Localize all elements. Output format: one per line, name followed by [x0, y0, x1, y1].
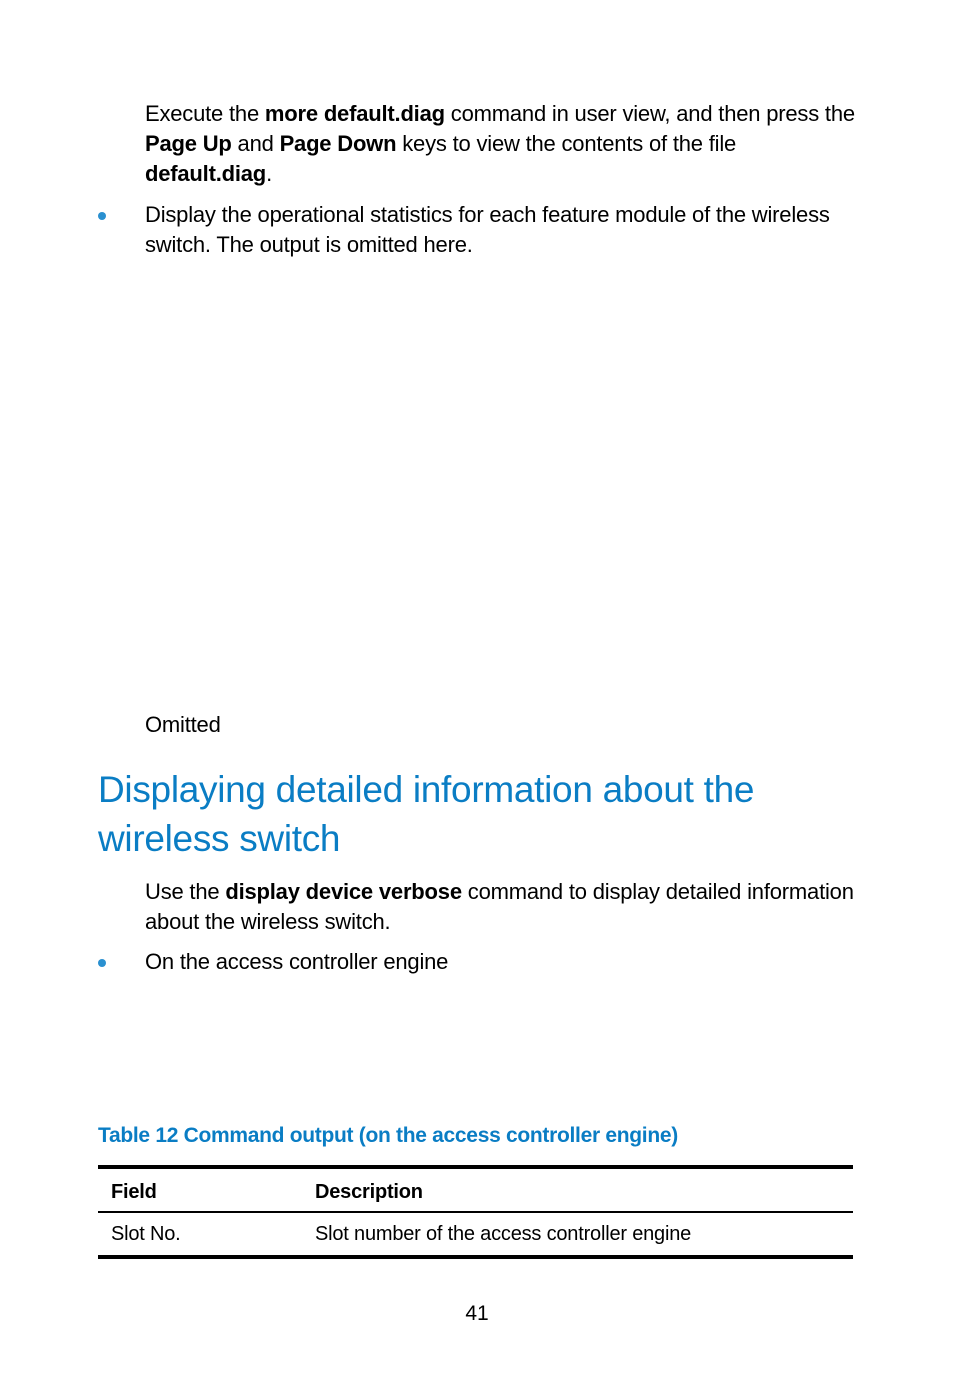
table-header-row [98, 1167, 853, 1212]
section-heading: Displaying detailed information about the wireless switch [98, 769, 755, 859]
bullet-dot-icon [98, 212, 106, 220]
intro-text-4: keys to view the contents of the file [396, 131, 737, 156]
intro-period: . [266, 161, 272, 186]
command-output-table [98, 1165, 853, 1259]
table-row [98, 1212, 853, 1257]
bullet-text: On the access controller engine [145, 949, 449, 974]
bullet-dot-icon [98, 959, 106, 967]
omitted-label: Omitted [145, 712, 221, 737]
page-number: 41 [465, 1302, 489, 1325]
intro-paragraph [145, 99, 860, 189]
table-caption: Table 12 Command output (on the access controller engine) [98, 1124, 678, 1147]
intro-text-2: command in user view, and then press the [444, 101, 855, 126]
cell-field: Slot No. [111, 1222, 181, 1245]
cell-description: Slot number of the access controller engine [315, 1222, 692, 1245]
command-display-device-verbose: display device verbose [225, 879, 462, 904]
section-text-1: Use the [145, 879, 226, 904]
command-more-default-diag: more default.diag [264, 101, 445, 126]
file-name-default-diag: default.diag [145, 161, 267, 186]
bullet-text: Display the operational statistics for each feature module of the wireless switch. The output is omitted here. [145, 202, 830, 257]
header-description: Description [315, 1180, 423, 1203]
key-page-down: Page Down [279, 131, 397, 156]
section-paragraph [145, 877, 860, 937]
intro-text-1: Execute the [145, 101, 265, 126]
intro-text-3: and [231, 131, 280, 156]
key-page-up: Page Up [145, 131, 232, 156]
header-field: Field [111, 1180, 157, 1203]
section-text-2: command to display detailed information about the wireless switch. [145, 879, 854, 934]
